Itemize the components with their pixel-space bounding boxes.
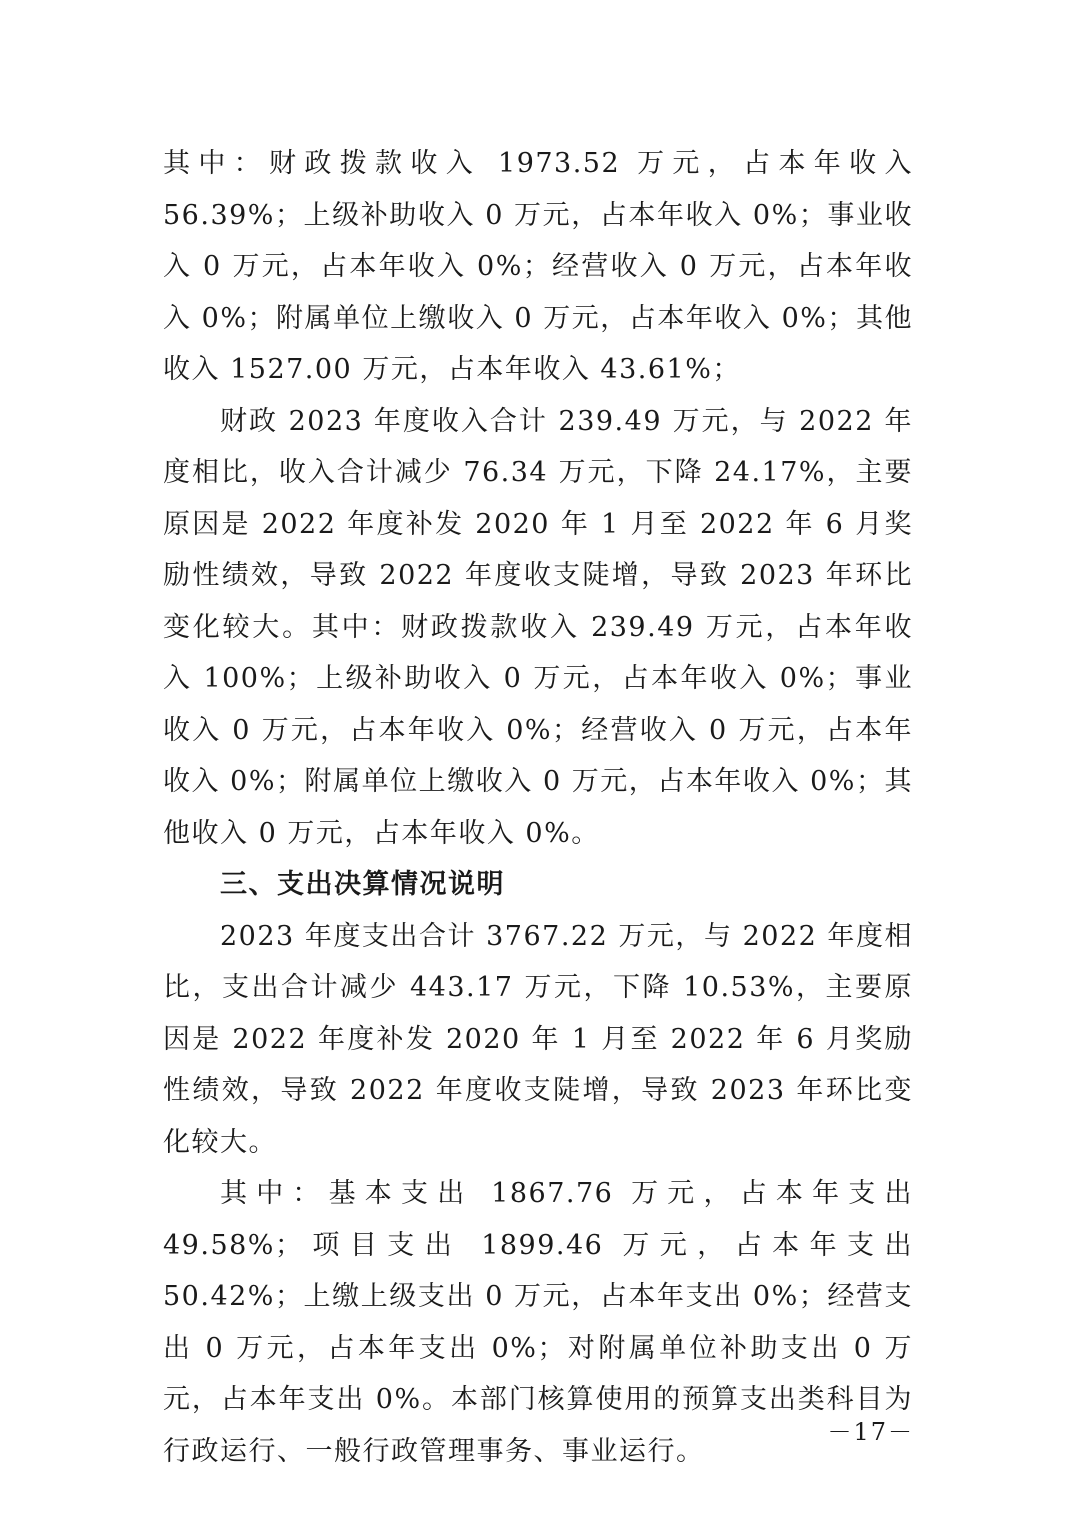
page-number: －17－	[827, 1418, 914, 1446]
section-heading-expenditure: 三、支出决算情况说明	[220, 869, 505, 900]
paragraph-income-breakdown: 其中：财政拨款收入 1973.52 万元，占本年收入 56.39%；上级补助收入 0 万元，占本年收入 0%；事业收入 0 万元，占本年收入 0%；经营收入 0 万元，占本年收入 0%；附属单位上缴收入 0 万元，占本年收入 0%；其他收入 1527.00 万元，占本年收入 43.61%；	[163, 148, 913, 385]
document-body	[163, 138, 913, 1477]
paragraph-expenditure-breakdown: 其中：基本支出 1867.76 万元，占本年支出 49.58%；项目支出 1899.46 万元，占本年支出 50.42%；上缴上级支出 0 万元，占本年支出 0%；经营支出 0 万元，占本年支出 0%；对附属单位补助支出 0 万元，占本年支出 0%。本部门核算使用的预算支出类科目为行政运行、一般行政管理事务、事业运行。	[163, 1178, 913, 1467]
paragraph-fiscal-income: 财政 2023 年度收入合计 239.49 万元，与 2022 年度相比，收入合计减少 76.34 万元，下降 24.17%，主要原因是 2022 年度补发 2020 年 1 月至 2022 年 6 月奖励性绩效，导致 2022 年度收支陡增，导致 2023 年环比变化较大。其中：财政拨款收入 239.49 万元，占本年收入 100%；上级补助收入 0 万元，占本年收入 0%；事业收入 0 万元，占本年收入 0%；经营收入 0 万元，占本年收入 0%；附属单位上缴收入 0 万元，占本年收入 0%；其他收入 0 万元，占本年收入 0%。	[163, 405, 913, 849]
paragraph-expenditure-total: 2023 年度支出合计 3767.22 万元，与 2022 年度相比，支出合计减少 443.17 万元，下降 10.53%，主要原因是 2022 年度补发 2020 年 1 月至 2022 年 6 月奖励性绩效，导致 2022 年度收支陡增，导致 2023 年环比变化较大。	[163, 920, 913, 1158]
